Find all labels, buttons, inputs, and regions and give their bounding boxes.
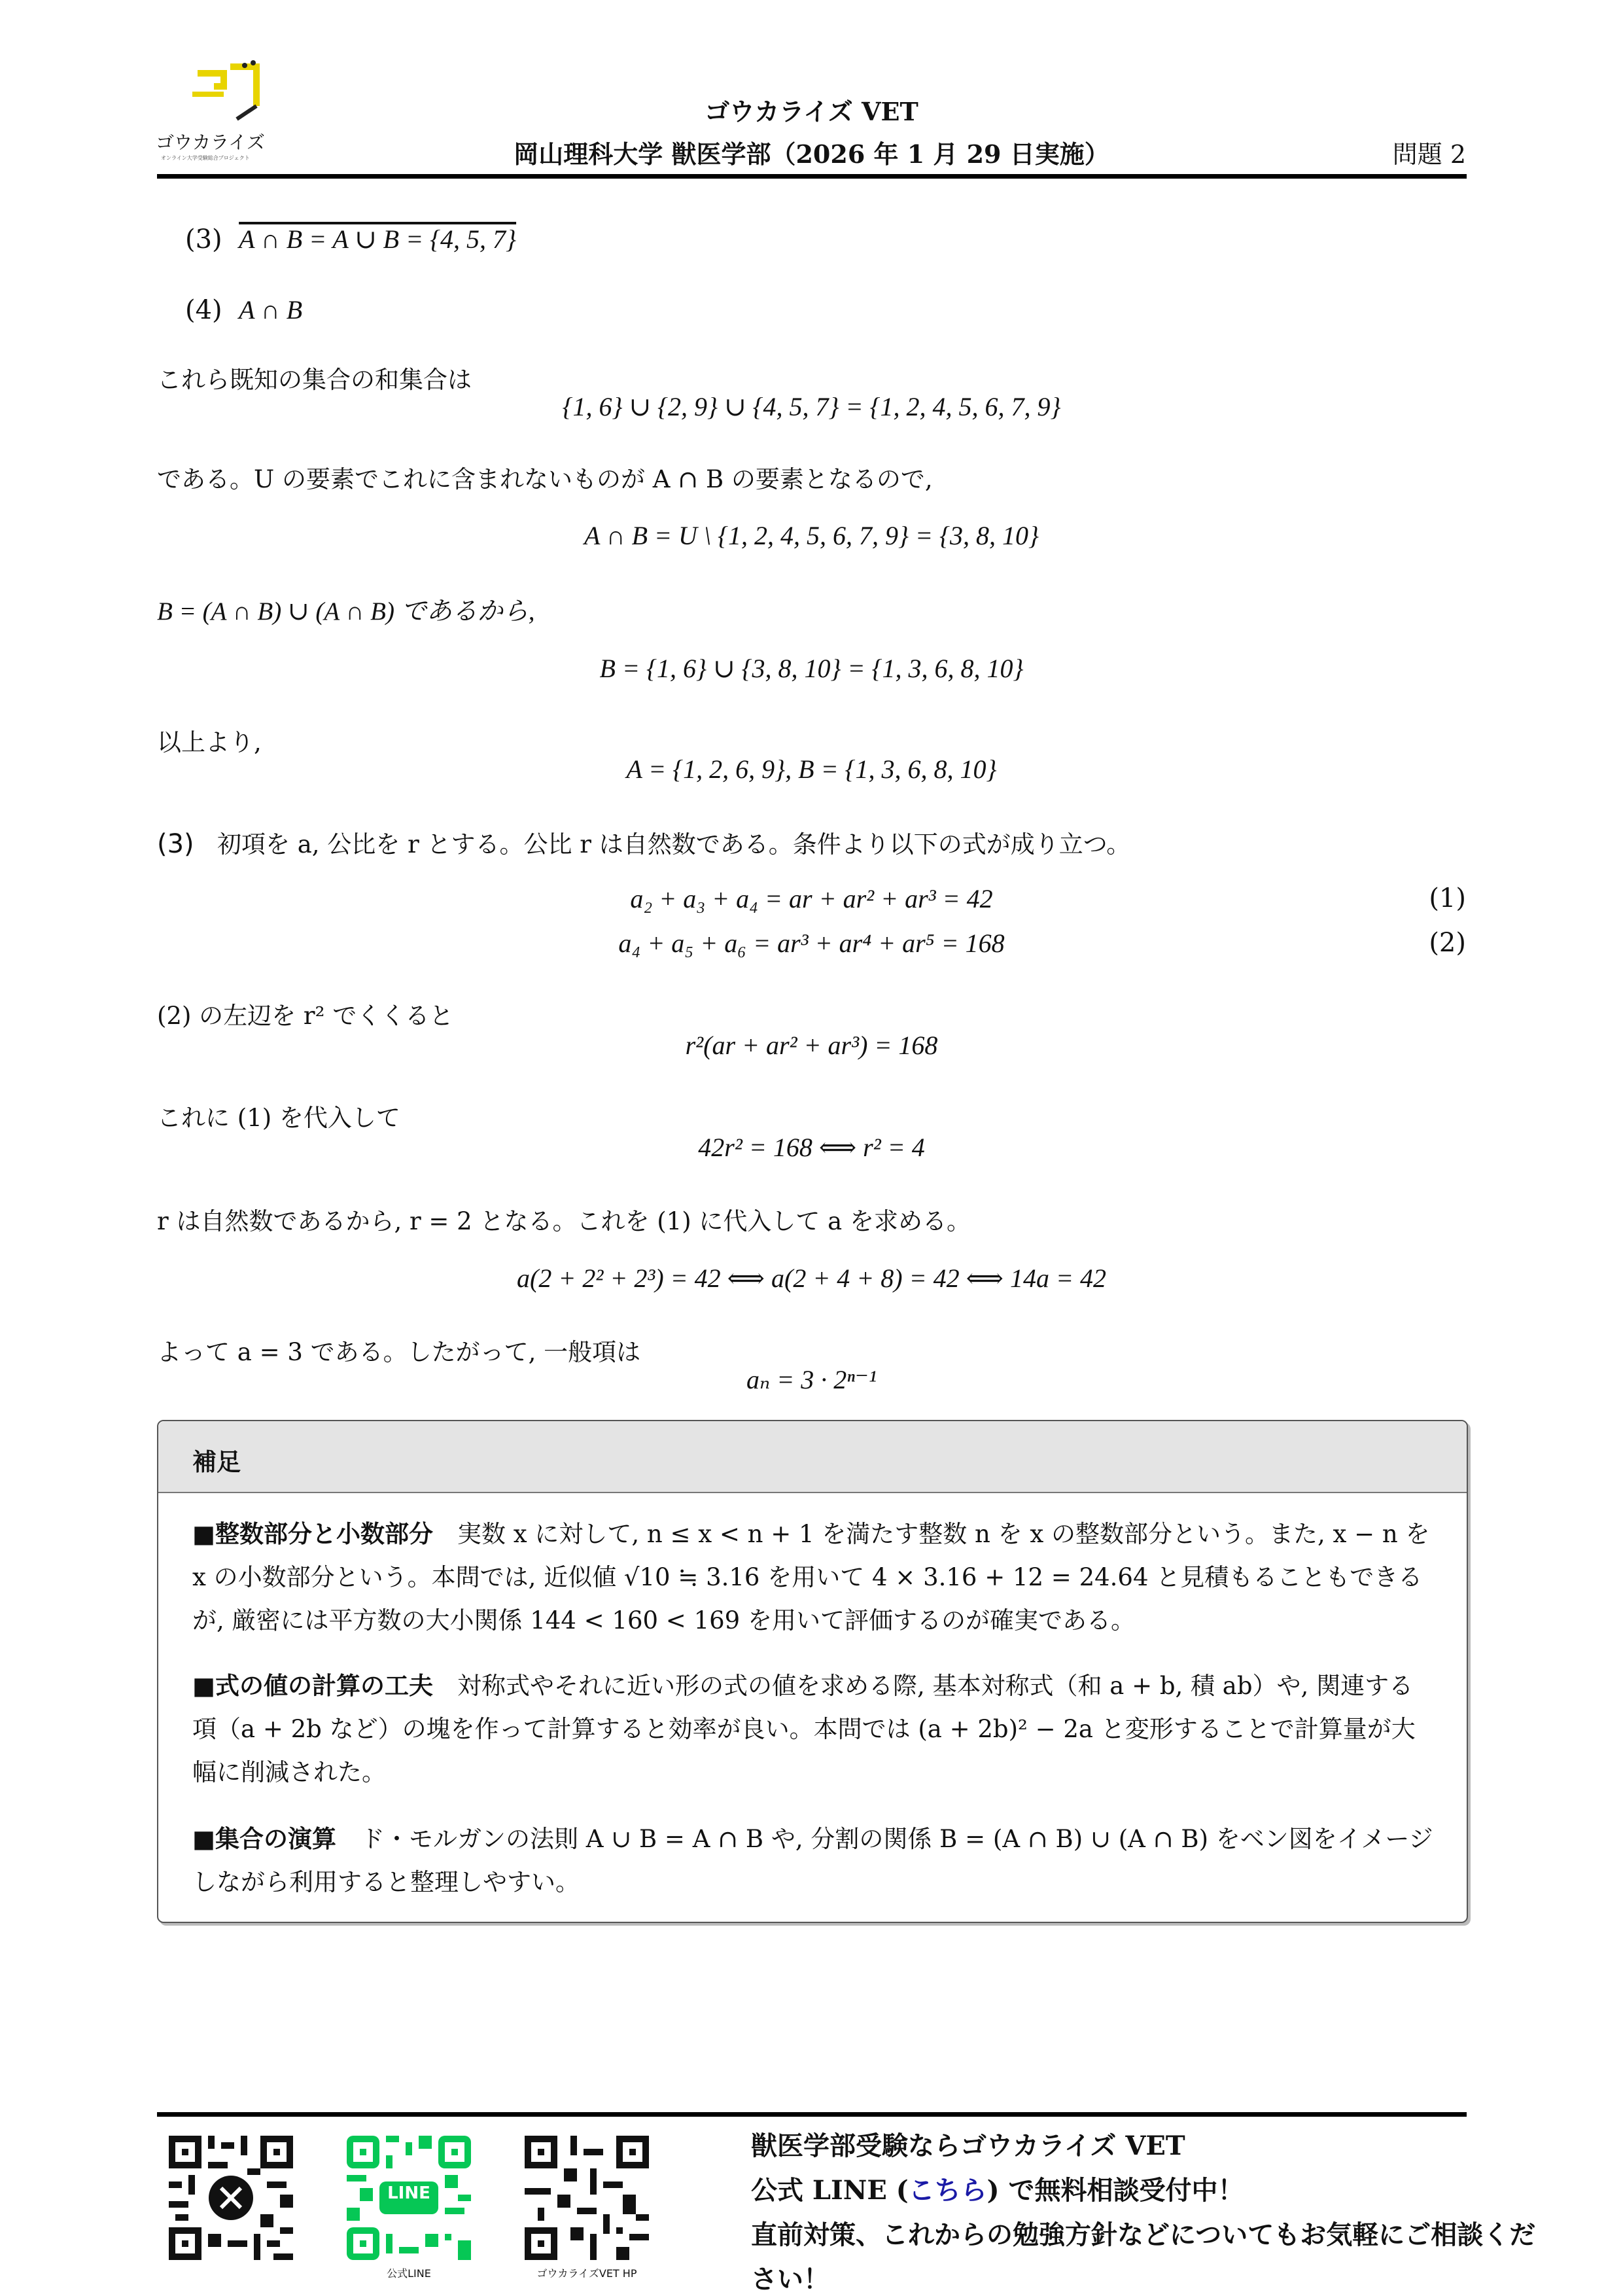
supplement-paragraph-2 xyxy=(192,1665,1435,1794)
item-3 xyxy=(185,224,516,255)
logo-text: ゴウカライズ xyxy=(156,132,265,153)
footer-text-1: 獣医学部受験ならゴウカライズ VET xyxy=(751,2130,1185,2161)
a-equation: a(2 + 2² + 2³) = 42 ⟺ a(2 + 4 + 8) = 42 ⟺ 14a = 42 xyxy=(517,1263,1106,1293)
equation-1-number: (1) xyxy=(1429,883,1466,913)
part-3-text: 初項を a, 公比を r とする。公比 r は自然数である。条件より以下の式が成り立つ。 xyxy=(217,830,1131,858)
footer-text-4: さい！ xyxy=(751,2264,829,2295)
logo-subtext: オンライン大学受験総合プロジェクト xyxy=(161,155,250,161)
qr-code-hp-icon xyxy=(525,2136,649,2260)
general-term-equation: aₙ = 3 · 2ⁿ⁻¹ xyxy=(746,1365,877,1394)
supplement-header xyxy=(158,1421,1467,1493)
line-qr-code[interactable] xyxy=(347,2136,471,2260)
item-4 xyxy=(185,294,302,325)
problem-number: 問題 2 xyxy=(1392,140,1466,169)
partition-text: B = (A ∩ B) ∪ (A ∩ B) であるから, xyxy=(157,597,535,626)
line-badge: LINE xyxy=(387,2183,430,2203)
part-3 xyxy=(157,824,1130,860)
item-4-math: A ∩ B xyxy=(239,295,303,325)
line-link[interactable]: こちら xyxy=(908,2175,987,2206)
supplement-heading-2: ■式の値の計算の工夫 xyxy=(192,1672,433,1700)
substitute-equation: 42r² = 168 ⟺ r² = 4 xyxy=(698,1133,925,1162)
element-text: である。U の要素でこれに含まれないものが A ∩ B の要素となるので, xyxy=(157,465,933,493)
header-subtitle: 岡山理科大学 獣医学部（2026 年 1 月 29 日実施） xyxy=(514,139,1109,169)
supplement-title: 補足 xyxy=(192,1448,241,1476)
supplement-text-3: ド・モルガンの法則 A ∪ B = A ∩ B や, 分割の関係 B = (A ∩ B) ∪ (A ∩ B) をベン図をイメージしながら利用すると整理しやすい。 xyxy=(192,1825,1433,1896)
general-term-text: よって a = 3 である。したがって, 一般項は xyxy=(157,1338,641,1366)
part-3-label: (3) xyxy=(157,829,194,859)
hp-qr-code[interactable] xyxy=(525,2136,649,2260)
supplement-text-2: 対称式やそれに近い形の式の値を求める際, 基本対称式（和 a + b, 積 ab）や, 関連する項（a + 2b など）の塊を作って計算すると効率が良い。本問では (a + 2b)² − 2a と変形することで計算量が大幅に削減された。 xyxy=(192,1672,1416,1786)
footer-rule xyxy=(157,2112,1467,2117)
ab-equation: A = {1, 2, 6, 9}, B = {1, 3, 6, 8, 10} xyxy=(626,754,997,784)
supplement-text-1: 実数 x に対して, n ≤ x < n + 1 を満たす整数 n を x の整数部分という。また, x − n を x の小数部分という。本問では, 近似値 √10 ≒ 3.16 を用いて 4 × 3.16 + 12 = 24.64 と見積もることもできるが, 厳密には平方数の大小関係 144 < 160 < 169 を用いて評価するのが確実である。 xyxy=(192,1520,1430,1634)
footer-text-2a: 公式 LINE ( xyxy=(751,2175,909,2206)
item-3-math: A ∩ B = A ∪ B = {4, 5, 7} xyxy=(239,224,517,254)
line-qr-caption: 公式LINE xyxy=(387,2267,431,2280)
supplement-heading-1: ■整数部分と小数部分 xyxy=(192,1520,433,1548)
union-equation: {1, 6} ∪ {2, 9} ∪ {4, 5, 7} = {1, 2, 4, 5, 6, 7, 9} xyxy=(562,392,1061,421)
supplement-paragraph-3 xyxy=(192,1818,1435,1904)
substitute-text: これに (1) を代入して xyxy=(157,1104,400,1132)
equation-1: a₂ + a₃ + a₄ = ar + ar² + ar³ = 42 xyxy=(630,884,993,913)
header-title: ゴウカライズ VET xyxy=(705,97,918,126)
qr-code-x-icon xyxy=(169,2136,293,2260)
equation-2-number: (2) xyxy=(1429,928,1466,958)
factor-equation: r²(ar + ar² + ar³) = 168 xyxy=(685,1031,938,1060)
x-qr-code[interactable] xyxy=(169,2136,293,2260)
supplement-box xyxy=(157,1420,1468,1923)
equation-2: a₄ + a₅ + a₆ = ar³ + ar⁴ + ar⁵ = 168 xyxy=(618,928,1005,958)
item-4-label: (4) xyxy=(185,295,222,325)
union-intro: これら既知の集合の和集合は xyxy=(157,366,472,394)
supplement-paragraph-1 xyxy=(192,1513,1435,1642)
factor-text: (2) の左辺を r² でくくると xyxy=(157,1002,454,1030)
b-equation: B = {1, 6} ∪ {3, 8, 10} = {1, 3, 6, 8, 10} xyxy=(599,654,1024,683)
header-rule xyxy=(157,174,1467,179)
conclusion-intro: 以上より, xyxy=(157,728,262,756)
hp-qr-caption: ゴウカライズVET HP xyxy=(536,2267,637,2280)
footer-text-2 xyxy=(751,2170,1244,2207)
supplement-heading-3: ■集合の演算 xyxy=(192,1825,336,1853)
item-3-label: (3) xyxy=(185,224,222,255)
footer-text-3: 直前対策、これからの勉強方針などについてもお気軽にご相談くだ xyxy=(751,2219,1536,2250)
r-text: r は自然数であるから, r = 2 となる。これを (1) に代入して a を求める。 xyxy=(157,1207,971,1235)
complement-equation: A ∩ B = U \ {1, 2, 4, 5, 6, 7, 9} = {3, 8, 10} xyxy=(584,521,1039,550)
footer-text-2b: ) で無料相談受付中！ xyxy=(986,2175,1244,2206)
